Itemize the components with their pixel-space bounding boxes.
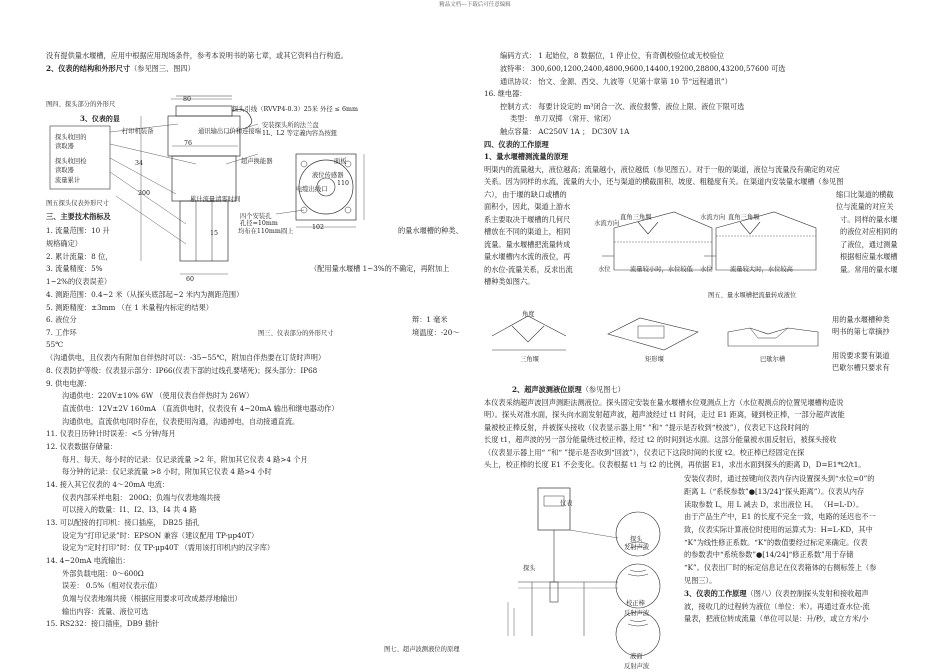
spec-3-tail: （配用量水堰槽 1~3%的不确定，再附加上 [310,264,450,273]
feature-item-4: 读取器 [55,167,74,174]
para4-line3: 量表，把液位转成流量（单位可以是：升/秒，或立方米/小 [684,614,869,623]
para3-line5: 致，仪表实际计算液位时使用的运算式为：H=L-KD，其中 [684,525,873,534]
spec-13: 13. 可以配接的打印机：接口插座， DB25 插孔 [46,518,200,527]
fig6-side-4: 巴歇尔槽只要求有 [832,363,890,372]
fig6-side-3: 用说要求要有渠道 [832,351,890,360]
para3-line2: 距离 L（“系统参数”●[13/24]“探头距离”）。仪表从内存 [684,487,865,496]
para1-line10: 槽种类如图六。 [484,277,535,286]
section4-2-heading: 2、超声波测液位原理（参见图七） [512,385,625,394]
section3-heading: 三、主要技术指标及 [46,212,111,221]
ann-hole-pos: 均布在110mm圆上 [238,228,294,235]
para2-line4: 长度 t1，超声波的另一部分能量绕过校正棒，经过 t2 的时间到达水面。这部分能量被水面反射后，被探头接收 [484,435,837,444]
spec-14b: 可以接入的数量：I1、I2、I3、I4 共 4 路 [62,505,197,514]
dim-102: 102 [312,224,325,231]
para4-line2: 波，接收几的过程转为液位（单位：米）。再通过查水位-流 [684,602,870,611]
fig4-label: 图四、探头部分的外形尺 [46,101,116,108]
weir-flow-2: 水流方向 [700,214,726,221]
ann-hole-size: 孔径=10mm [240,220,278,227]
weir-caption-high: 流量较大时，水位较高 [730,266,793,273]
comm-encoding: 编码方式： 1 起始位，8 数据位，1 停止位，有奇偶校验位或无校验位 [500,51,725,60]
fig7-bubble-2: 校正棒 [626,600,645,607]
relay-capacity: 触点容量： AC250V 1A ； DC30V 1A [500,127,630,136]
weir-level-1: 水位 [598,266,611,273]
para1-line4b: 位与流量的对应关 [836,202,894,211]
spec-1-cont: 规格确定） [46,239,82,248]
weir-flow-1: 水流方向 [594,220,620,227]
para3-line8: “K”。仪表出厂时的标定信息记在仪表箱体的右侧标签上（参 [684,563,877,572]
spec-5: 5. 测距精度：±3mm （在 1 米量程内标定的结果） [46,303,213,312]
spec-2: 2. 累计流量：8 位， [46,252,113,261]
para3-line3: 读取参数 L，用 L 减去 D，求出液位 H。 （H=L-D）。 [684,500,864,509]
spec-9b: 直流供电：12V±2V 160mA （直流供电时，仪表没有 4~20mA 输出和继电器动作） [62,404,339,413]
fig7-bubble-2b: 反射声波 [624,610,650,617]
dim-34: 34 [135,160,144,167]
dim-110: 110 [337,180,350,187]
fig7-bubble-3: 液面 [630,653,643,660]
fig5-label: 图五探头仪表外形尺寸 [46,200,109,207]
para1-line7b: 了液位，通过测量 [840,240,898,249]
dim-60: 60 [186,276,195,283]
fig7-bubble-1: 探头 [630,536,643,543]
spec-14e: 误差： 0.5%（相对仪表示值） [62,581,162,590]
para1-line9: 的水位-流量关系，反求出流 [484,265,573,274]
feature-item-1: 探头收回的 [55,134,87,141]
spec-13a: 设定为“打印记录”时：EPSON 兼容（建议配用 TP-μp40T） [62,531,259,540]
para1-line9b: 量。常用的量水堰 [840,265,898,274]
weir-rect-label: 矩形堰 [645,356,664,363]
ann-ports: 通讯输出口价和连接端 [198,128,261,135]
para1-line6b: 的液位对应相同的 [840,227,898,236]
para3-line4: 由于产品生产中，E1 的长度不完全一致，电路的延迟也不一 [684,512,876,521]
para1-line4: 面积小，因此，渠道上游水 [484,202,571,211]
comm-protocol: 通讯协议： 怡文、金源、西交、九波等（见第十章第 10 节“远程通讯”） [500,77,732,86]
spec-1: 1. 流量范围：10 升 [46,226,110,235]
para3-line1: 安装仪表时，通过按键向仪表内存内设置探头到“水位=0”的 [684,474,875,483]
weir-level-figure [594,198,824,288]
spec-12a: 每月、每天、每小时的记录：仅记录流量 >2 年，附加其它仪表 4 路>4 个月 [62,455,308,464]
spec-6-tail: 辩：1 毫米 [412,315,448,324]
spec-7: 7. 工作环 [46,328,77,337]
feature-item-5: 流量累计 [55,177,81,184]
ann-panel: 面板 [334,158,347,165]
feature-title: 3、仪表的显 [80,114,120,123]
probe-cable-note: 探头引线（RVVP4-0.3）25米 外径 ≤ 6mm [232,106,358,113]
para1-line8b: 根据相应量水堰槽 [840,252,898,261]
para2-line1: 本仪表采纳超声波回声测距法测液位。探头固定安装在量水堰槽水位观测点上方（水位观测点的位置见堰槽构造说 [484,398,844,407]
weir-types-figure [488,302,828,362]
spec-13b: 设定为“定时打印”时：仅 TP-μp40T （需用该打印机内的汉字库） [62,543,275,552]
fig7-bubble-3b: 反射声波 [624,663,650,670]
para3-line9: 见图三）。 [684,576,717,585]
fig7-caption: 图七、超声波测液位的原理 [384,646,460,653]
para1-line6: 槽放在不同的渠道上，相同 [484,227,571,236]
spec-12b: 每分钟的记录：仅记录流量 >8 小时，附加其它仪表 4 路>4 小时 [62,467,272,476]
fig3-label: 图三、仪表部分的外形尺寸 [258,330,334,337]
para3-line7: 的参数表中“系统参数”●[14/24]“修正系数”用于存储 [684,550,854,559]
ann-printer: 打印机装备 [122,128,154,135]
relay-type: 类型： 单刀双掷 （常开、常闭） [510,114,616,123]
ann-outlet: 电缆出线口 [296,186,328,193]
spec-1-tail: 的量水堰槽的种类、 [398,226,463,235]
para1-line1: 明渠内的流量越大，液位越高；流量越小，液位越低（参见图五）。对于一般的渠道，液位与流量没有确定的对应 [484,165,840,174]
weir-caption-low: 流量较小时，水位较低 [630,266,693,273]
para2-line6: 头上，校正棒的长度 E1 不会变化。仪表根据 t1 与 t2 的比例，再依据 E1，求出水面到探头的距离 D，D=E1*t2/t1。 [484,460,866,469]
comm-baud: 波特率： 300,600,1200,2400,4800,9600,14400,19200,28800,43200,57600 可选 [500,64,786,73]
para2-line2: 明）。探头对准水面，探头向水面发射超声波，超声波经过 t1 时间，走过 E1 距离，碰到校正棒，一部分超声波能 [484,410,845,419]
section2-heading: 2、仪表的结构和外形尺寸（参见图三、图四） [46,64,195,73]
spec-9a: 沟通供电：220V±10% 6W （使用仪表自伴热时为 26W） [62,391,254,400]
ann-flange: 安装探头所的法兰盘 [262,122,319,129]
spec-7-tail: 境温度：-20～ [412,328,460,337]
para1-line8: 量水堰槽内水流的液位，再 [484,252,571,261]
weir-triangle-label: 三角堰 [520,356,539,363]
page-header: 精品文档---下载后可任意编辑 [439,2,511,8]
dim-80: 80 [183,96,192,103]
fig6-side-1: 用的量水堰槽种类 [832,315,890,324]
dim-15: 15 [210,230,219,237]
weir-parshall-label: 巴歇尔槽 [760,356,786,363]
spec-9c: 沟通供电，直流供电同时存在，仪表使用沟通，沟通掉电，自动接通直流。 [62,417,300,426]
ann-battery: 累计流量清零时间 [190,196,241,203]
para2-line5: （仪表显示器上用“ ”和“ ”提示是否收到“回波”），仪表记下这段时间的长度 t2。校正棒已经固定在探 [484,448,805,457]
fig7-bubble-1b: 发射声波 [624,544,650,551]
spec-4: 4. 测距范围：0.4~2 米（从探头底部起~2 米内为测距范围） [46,290,244,299]
feature-item-2: 读取器 [55,143,74,150]
para1-line5: 系主要取决于堰槽的几何尺 [484,215,571,224]
ann-holes: 四个安装孔 [240,213,272,220]
spec-3: 3. 流量精度：5% [46,264,103,273]
weir-small-1: 直角三角堰 [620,214,652,221]
spec-12: 12. 仪表数据存储量： [46,442,118,451]
dim-200: 200 [138,190,151,197]
para1-line5b: 寸。同样的量水堰 [840,215,898,224]
weir-small-2: 直角三角堰 [728,214,760,221]
spec-6: 6. 液位分 [46,315,77,324]
spec-14c: 14. 4~20mA 电流输出： [46,556,130,565]
spec-14: 14. 接入其它仪表的 4～20mA 电流： [46,480,170,489]
para3-line6: “K”为线性修正系数。“K”的数值要经过标定来确定。仪表 [684,538,868,547]
weir-angle: 角度 [522,311,535,318]
fig6-side-2: 明书的第七章摘抄 [832,327,890,336]
feature-item-3: 探头收回检 [55,158,87,165]
ann-transducer: 超声换能器 [241,158,273,165]
relay-heading: 16. 继电器： [484,89,527,98]
spec-8: 8. 仪表防护等级：仪表显示部分：IP66(仪表下部的过线孔要堵死)；探头部分：IP68 [46,366,318,375]
para2-line3: 量被校正棒反射，并被探头接收（仪表显示器上用“ ”和“ ”提示是否收到“校波”），仪表记下这段时间的 [484,423,809,432]
section4-3: 3、仪表的工作原理（图八）仪表控制探头发射和接收超声 [684,589,869,598]
fig5-caption: 图五、量水堰槽把流量转成液位 [708,292,797,299]
spec-9: 9. 供电电源： [46,379,92,388]
intro-text: 没有提供量水堰槽，应用中根据应用现场条件，参考本说明书的第七章，或其它资料自行构造。 [46,51,348,60]
para1-line3b: 缩口比渠道的横截 [836,190,894,199]
spec-11: 11. 仪表日历钟计时误差：<5 分钟/每月 [46,429,176,438]
spec-14a: 仪表内部采样电阻： 200Ω；负端与仪表地端共接 [62,493,221,502]
weir-level-2: 水位 [700,266,713,273]
relay-mode: 控制方式： 每要计设定的 m³闭合一次、液位报警、液位上限、液位下限可选 [500,102,745,111]
spec-7-note: （沟通供电，且仪表内有附加自伴热时可以：-35~55℃，附加自伴热要在订货时声明） [46,353,326,362]
spec-14d: 外部负载电阻：0～600Ω [62,569,144,578]
ann-buttons: 1L、L2 等定義內容為按鈕 [262,130,338,137]
ann-sensor: 液位传感器 [312,172,344,179]
spec-7-cont: 55℃ [46,340,64,349]
para1-line7: 流量。量水堰槽把流量转成 [484,240,571,249]
dim-76: 76 [184,140,193,147]
spec-15: 15. RS232：接口插座，DB9 插针 [46,619,160,628]
section4-heading: 四、仪表的工作原理 [484,140,549,149]
para1-line2: 关系。因为同样的水流，流量的大小，还与渠道的横截面积、坡度、粗糙度有关。在渠道内安装量水堰槽（参见图 [484,177,844,186]
spec-14f: 负端与仪表地端共接（根据应用要求可改成悬浮地输出） [62,594,242,603]
spec-3-cont: 1~2%的仪表误差） [46,277,112,286]
spec-14g: 输出内容：流量、液位可选 [62,607,149,616]
fig7-meter: 仪表 [560,500,573,507]
fig7-probe: 探头 [523,565,536,572]
para1-line3: 六），由于堰的缺口或槽的 [484,190,567,199]
section4-1-heading: 1、量水堰槽测流量的原理 [484,152,569,161]
